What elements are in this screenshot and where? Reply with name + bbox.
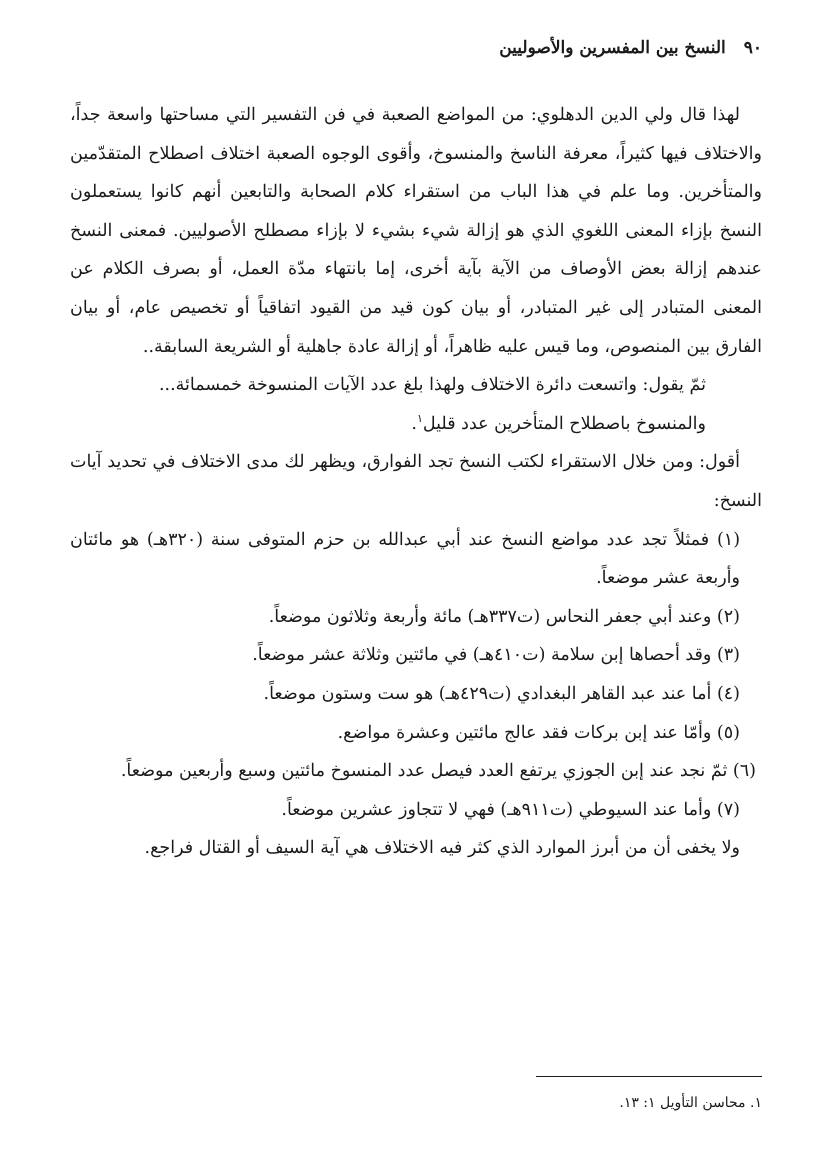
quote-line-1: ثمّ يقول: واتسعت دائرة الاختلاف ولهذا بلغ عدد الآيات المنسوخة خمسمائة...	[158, 375, 706, 396]
list-item: (٣) وقد أحصاها إبن سلامة (ت٤١٠هـ) في مائتين وثلاثة عشر موضعاً.	[252, 645, 740, 666]
page-number: ٩٠	[743, 38, 762, 58]
quote-line-2-text: والمنسوخ باصطلاح المتأخرين عدد قليل	[422, 413, 706, 434]
page	[70, 28, 762, 868]
running-title: النسخ بين المفسرين والأصوليين	[499, 38, 726, 58]
list-item: (٢) وعند أبي جعفر النحاس (ت٣٣٧هـ) مائة وأربعة وثلاثون موضعاً.	[268, 606, 740, 627]
running-head	[70, 28, 762, 68]
paragraph-1: لهذا قال ولي الدين الدهلوي: من المواضع الصعبة في فن التفسير التي مساحتها واسعة جداً، والاختلاف فيها كثيراً، معرفة الناسخ والمنسوخ، وأقوى الوجوه الصعبة اختلاف اصطلاح المتقدّمين والمتأخرين. وما علم في هذا الباب من استقراء كلام الصحابة والتابعين أنهم كانوا يستعملون النسخ بإزاء المعنى اللغوي الذي هو إزالة شيء بشيء لا بإزاء مصطلح الأصوليين. فمعنى النسخ عندهم إزالة بعض الأوصاف من الآية بآية أخرى، إما بانتهاء مدّة العمل، أو بصرف الكلام عن المعنى المتبادر إلى غير المتبادر، أو بيان كون قيد من القيود اتفاقياً أو تخصيص عام، أو بيان الفارق بين المنصوص، وما قيس عليه ظاهراً، أو إزالة عادة جاهلية أو الشريعة السابقة..	[70, 105, 762, 357]
list-item: (٦) ثمّ نجد عند إبن الجوزي يرتفع العدد فيصل عدد المنسوخ مائتين وسبع وأربعين موضعاً.	[120, 761, 756, 782]
footnote: ١. محاسن التأويل ١: ١٣.	[619, 1095, 762, 1111]
body-text	[70, 96, 762, 868]
list-item: (٧) وأما عند السيوطي (ت٩١١هـ) فهي لا تتجاوز عشرين موضعاً.	[281, 799, 740, 820]
footnote-reference: ١	[416, 411, 423, 425]
quote-line-2: والمنسوخ باصطلاح المتأخرين عدد قليل$^١$.	[411, 411, 706, 434]
paragraph-2: أقول: ومن خلال الاستقراء لكتب النسخ تجد الفوارق، ويظهر لك مدى الاختلاف في تحديد آيات النسخ:	[70, 452, 762, 511]
list-item: (١) فمثلاً تجد عدد مواضع النسخ عند أبي عبدالله بن حزم المتوفى سنة (٣٢٠هـ) هو مائتان وأربعة عشر موضعاً.	[70, 529, 741, 589]
list-item: (٤) أما عند عبد القاهر البغدادي (ت٤٢٩هـ) هو ست وستون موضعاً.	[263, 683, 740, 704]
list-item: (٥) وأمّا عند إبن بركات فقد عالج مائتين وعشرة مواضع.	[337, 722, 740, 743]
footnote-divider	[536, 1076, 762, 1077]
footnotes	[70, 1088, 762, 1118]
paragraph-3: ولا يخفى أن من أبرز الموارد الذي كثر فيه الاختلاف هي آية السيف أو القتال فراجع.	[144, 838, 740, 859]
